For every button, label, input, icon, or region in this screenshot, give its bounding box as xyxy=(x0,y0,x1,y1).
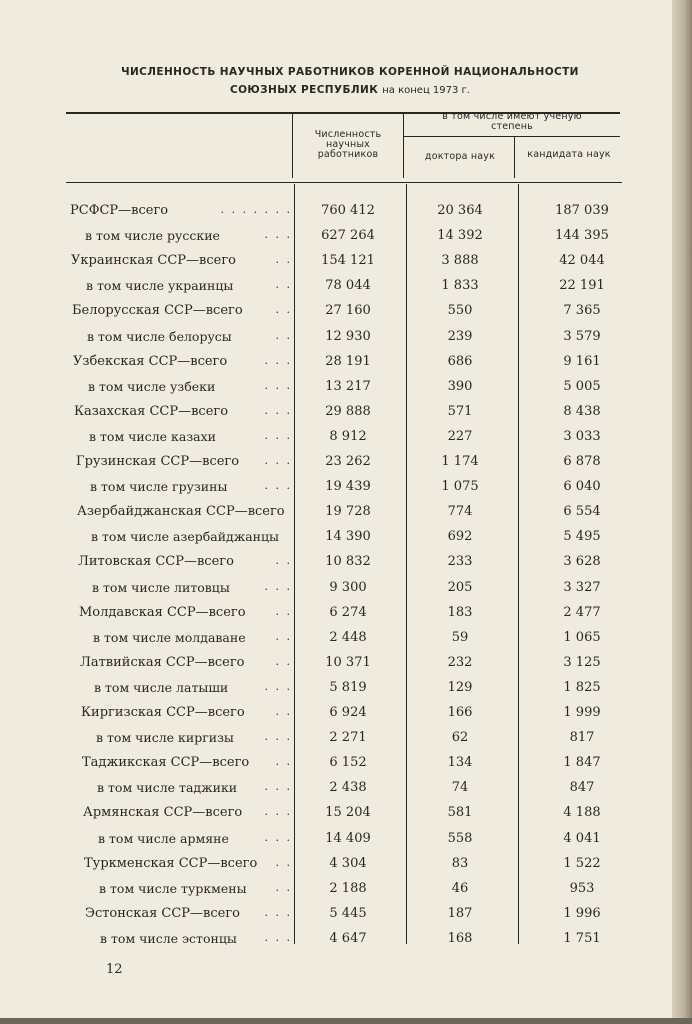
nationality-label: в том числе казахи xyxy=(89,428,216,444)
doctors-count: 129 xyxy=(447,679,473,695)
table-row xyxy=(0,379,672,399)
leader-dots: . . . xyxy=(264,579,292,593)
nationality-label: в том числе украинцы xyxy=(86,278,234,294)
leader-dots: . . xyxy=(275,705,292,718)
republic-label: Литовская ССР—всего xyxy=(78,554,234,570)
nationality-label: в том числе киргизы xyxy=(96,730,234,746)
candidates-count: 5 495 xyxy=(563,529,601,545)
doctors-count: 1 075 xyxy=(441,479,479,495)
republic-label: Узбекская ССР—всего xyxy=(73,353,228,369)
candidates-count: 1 751 xyxy=(563,930,601,946)
table-row xyxy=(0,404,672,424)
nationality-label: в том числе таджики xyxy=(97,780,238,796)
table-row xyxy=(0,680,672,700)
doctors-count: 168 xyxy=(447,930,473,946)
candidates-count: 7 365 xyxy=(563,303,601,319)
republic-label: Украинская ССР—всего xyxy=(71,253,236,269)
candidates-count: 1 825 xyxy=(563,679,601,695)
doctors-count: 692 xyxy=(447,529,473,545)
republic-label: Грузинская ССР—всего xyxy=(76,454,240,469)
doctors-count: 1 833 xyxy=(441,278,479,294)
doctors-count: 232 xyxy=(447,654,473,670)
book-spine-shadow xyxy=(672,0,692,1024)
researchers-count: 5 819 xyxy=(329,679,367,695)
republic-label: Туркменская ССР—всего xyxy=(84,855,258,871)
leader-dots: . . xyxy=(275,253,292,267)
candidates-count: 144 395 xyxy=(555,228,609,244)
candidates-count: 22 191 xyxy=(559,278,605,294)
candidates-count: 1 847 xyxy=(563,755,601,771)
candidates-count: 3 579 xyxy=(563,328,601,344)
table-title: ЧИСЛЕННОСТЬ НАУЧНЫХ РАБОТНИКОВ КОРЕННОЙ НАЦИОНАЛЬНОСТИ xyxy=(121,66,579,78)
table-row xyxy=(0,354,672,374)
doctors-count: 3 888 xyxy=(441,253,479,269)
table-row xyxy=(0,203,672,223)
doctors-count: 227 xyxy=(447,428,473,444)
researchers-count: 27 160 xyxy=(325,303,371,319)
republic-label: Киргизская ССР—всего xyxy=(81,705,245,720)
candidates-count: 1 999 xyxy=(563,705,601,720)
candidates-count: 6 878 xyxy=(563,454,601,469)
candidates-count: 187 039 xyxy=(555,203,609,218)
doctors-count: 166 xyxy=(447,705,473,720)
doctors-count: 233 xyxy=(447,554,473,570)
researchers-count: 760 412 xyxy=(321,203,375,218)
doctors-count: 46 xyxy=(451,880,469,896)
doctors-count: 558 xyxy=(447,830,473,846)
leader-dots: . . . xyxy=(264,780,292,794)
researchers-count: 19 439 xyxy=(325,479,371,495)
nationality-label: в том числе грузины xyxy=(90,479,228,495)
candidates-count: 3 327 xyxy=(563,579,601,595)
researchers-count: 4 647 xyxy=(329,930,367,946)
table-row xyxy=(0,655,672,675)
header-candidates: кандидата наук xyxy=(527,149,611,160)
nationality-label: в том числе белорусы xyxy=(87,328,232,344)
researchers-count: 78 044 xyxy=(325,278,371,294)
candidates-count: 5 005 xyxy=(563,378,601,394)
researchers-count: 6 152 xyxy=(329,755,367,771)
researchers-count: 5 445 xyxy=(329,905,367,921)
leader-dots: . . . xyxy=(264,905,292,919)
researchers-count: 23 262 xyxy=(325,454,371,469)
subtitle-date: на конец 1973 г. xyxy=(382,85,470,96)
doctors-count: 74 xyxy=(451,780,469,796)
researchers-count: 8 912 xyxy=(329,428,367,444)
doctors-count: 581 xyxy=(447,805,473,821)
leader-dots: . . . xyxy=(264,378,292,392)
leader-dots: . . xyxy=(275,604,292,618)
nationality-label: в том числе русские xyxy=(85,228,220,244)
candidates-count: 1 522 xyxy=(563,855,601,871)
candidates-count: 953 xyxy=(569,880,595,896)
leader-dots: . . . xyxy=(264,730,292,744)
leader-dots: . . xyxy=(275,654,292,668)
republic-label: РСФСР—всего xyxy=(70,203,169,218)
candidates-count: 1 065 xyxy=(563,629,601,645)
doctors-count: 774 xyxy=(447,504,473,520)
doctors-count: 686 xyxy=(447,353,473,369)
column-divider-3 xyxy=(514,137,515,178)
leader-dots: . . xyxy=(275,328,292,342)
republic-label: Молдавская ССР—всего xyxy=(79,604,246,620)
leader-dots: . . xyxy=(275,303,292,317)
table-row xyxy=(0,881,672,901)
table-row xyxy=(0,479,672,499)
leader-dots: . . xyxy=(275,554,292,568)
table-row xyxy=(0,831,672,851)
republic-label: Азербайджанская ССР—всего xyxy=(77,504,285,520)
doctors-count: 205 xyxy=(447,579,473,595)
candidates-count: 8 438 xyxy=(563,403,601,419)
researchers-count: 13 217 xyxy=(325,378,371,394)
researchers-count: 627 264 xyxy=(321,228,375,244)
leader-dots: . . . xyxy=(264,454,292,467)
candidates-count: 4 188 xyxy=(563,805,601,821)
candidates-count: 6 554 xyxy=(563,504,601,520)
republic-label: Латвийская ССР—всего xyxy=(80,654,245,670)
doctors-count: 20 364 xyxy=(437,203,483,218)
researchers-count: 14 390 xyxy=(325,529,371,545)
leader-dots: . . . xyxy=(264,228,292,242)
republic-label: Казахская ССР—всего xyxy=(74,403,229,419)
nationality-label: в том числе молдаване xyxy=(93,629,246,645)
table-row xyxy=(0,805,672,825)
nationality-label: в том числе латыши xyxy=(94,679,229,695)
table-row xyxy=(0,454,672,474)
researchers-count: 6 274 xyxy=(329,604,367,620)
table-row xyxy=(0,730,672,750)
republic-label: Армянская ССР—всего xyxy=(83,805,243,821)
page-number: 12 xyxy=(106,962,123,977)
researchers-count: 15 204 xyxy=(325,805,371,821)
researchers-count: 10 832 xyxy=(325,554,371,570)
doctors-count: 14 392 xyxy=(437,228,483,244)
candidates-count: 4 041 xyxy=(563,830,601,846)
table-row xyxy=(0,429,672,449)
doctors-count: 187 xyxy=(447,905,473,921)
table-row xyxy=(0,303,672,323)
scan-edge xyxy=(0,1018,692,1024)
table-row xyxy=(0,931,672,951)
researchers-count: 12 930 xyxy=(325,328,371,344)
candidates-count: 3 125 xyxy=(563,654,601,670)
leader-dots: . . . xyxy=(264,679,292,693)
leader-dots: . . . xyxy=(264,805,292,819)
researchers-count: 14 409 xyxy=(325,830,371,846)
header-degree-group: в том числе имеют ученую степень xyxy=(442,111,582,132)
researchers-count: 28 191 xyxy=(325,353,371,369)
nationality-label: в том числе туркмены xyxy=(99,880,247,896)
header-total-researchers: Численность научных работников xyxy=(314,129,382,160)
group-header-rule xyxy=(404,136,620,137)
nationality-label: в том числе узбеки xyxy=(88,378,216,394)
table-row xyxy=(0,253,672,273)
researchers-count: 29 888 xyxy=(325,403,371,419)
table-row xyxy=(0,228,672,248)
doctors-count: 571 xyxy=(447,403,473,419)
researchers-count: 19 728 xyxy=(325,504,371,520)
nationality-label: в том числе азербайджанцы xyxy=(91,529,280,545)
doctors-count: 134 xyxy=(447,755,473,771)
doctors-count: 83 xyxy=(451,855,469,871)
leader-dots: . . . xyxy=(264,930,292,944)
table-row xyxy=(0,755,672,775)
researchers-count: 2 448 xyxy=(329,629,367,645)
candidates-count: 9 161 xyxy=(563,353,601,369)
doctors-count: 1 174 xyxy=(441,454,479,469)
candidates-count: 42 044 xyxy=(559,253,605,269)
researchers-count: 10 371 xyxy=(325,654,371,670)
researchers-count: 2 271 xyxy=(329,730,367,746)
candidates-count: 847 xyxy=(569,780,595,796)
doctors-count: 62 xyxy=(451,730,469,746)
doctors-count: 550 xyxy=(447,303,473,319)
table-row xyxy=(0,780,672,800)
table-row xyxy=(0,554,672,574)
leader-dots: . . . xyxy=(264,403,292,417)
leader-dots: . . xyxy=(275,880,292,894)
table-row xyxy=(0,605,672,625)
nationality-label: в том числе армяне xyxy=(98,830,229,846)
leader-dots: . . . xyxy=(264,479,292,493)
table-row xyxy=(0,630,672,650)
subtitle-main: СОЮЗНЫХ РЕСПУБЛИК xyxy=(230,84,379,96)
republic-label: Белорусская ССР—всего xyxy=(72,303,243,319)
leader-dots: . . xyxy=(275,629,292,643)
researchers-count: 154 121 xyxy=(321,253,375,269)
doctors-count: 183 xyxy=(447,604,473,620)
researchers-count: 2 188 xyxy=(329,880,367,896)
header-rule xyxy=(66,182,622,183)
researchers-count: 9 300 xyxy=(329,579,367,595)
header-doctors: доктора наук xyxy=(424,151,496,162)
republic-label: Эстонская ССР—всего xyxy=(85,905,240,921)
table-row xyxy=(0,329,672,349)
researchers-count: 6 924 xyxy=(329,705,367,720)
candidates-count: 3 628 xyxy=(563,554,601,570)
leader-dots: . . . . . . . xyxy=(220,203,292,216)
table-row xyxy=(0,580,672,600)
table-row xyxy=(0,705,672,725)
leader-dots: . . . xyxy=(264,428,292,442)
candidates-count: 2 477 xyxy=(563,604,601,620)
leader-dots: . . xyxy=(275,278,292,292)
leader-dots: . . . xyxy=(264,353,292,367)
republic-label: Таджикская ССР—всего xyxy=(82,755,250,771)
candidates-count: 6 040 xyxy=(563,479,601,495)
candidates-count: 3 033 xyxy=(563,428,601,444)
table-row xyxy=(0,529,672,549)
candidates-count: 817 xyxy=(569,730,595,746)
table-row xyxy=(0,856,672,876)
column-divider-2 xyxy=(403,114,404,178)
nationality-label: в том числе литовцы xyxy=(92,579,230,595)
researchers-count: 4 304 xyxy=(329,855,367,871)
table-row xyxy=(0,906,672,926)
leader-dots: . . xyxy=(275,755,292,769)
researchers-count: 2 438 xyxy=(329,780,367,796)
doctors-count: 59 xyxy=(451,629,469,645)
doctors-count: 390 xyxy=(447,378,473,394)
leader-dots: . . xyxy=(275,855,292,869)
table-row xyxy=(0,504,672,524)
doctors-count: 239 xyxy=(447,328,473,344)
nationality-label: в том числе эстонцы xyxy=(100,930,237,946)
table-row xyxy=(0,278,672,298)
candidates-count: 1 996 xyxy=(563,905,601,921)
column-divider-1 xyxy=(292,114,293,178)
leader-dots: . . . xyxy=(264,830,292,844)
table-subtitle xyxy=(60,84,640,96)
